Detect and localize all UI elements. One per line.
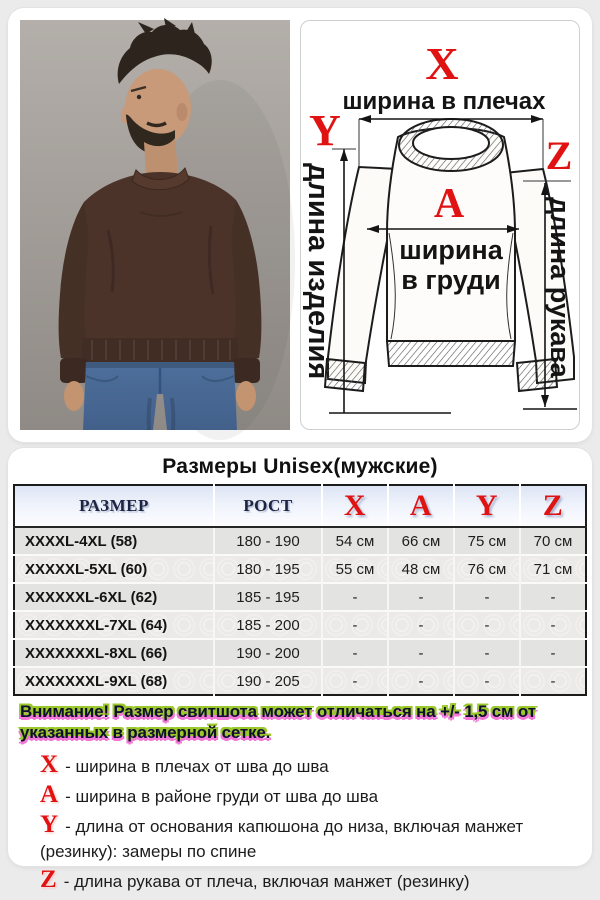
- diagram-a-label-line2: в груди: [401, 265, 501, 295]
- warning-line-2: указанных в размерной сетке.: [20, 723, 271, 742]
- diagram-a-letter: A: [433, 181, 465, 227]
- legend-letter-a: A: [40, 781, 59, 808]
- table-row: [14, 527, 586, 555]
- model-photo-illustration: [20, 20, 290, 430]
- table-row: [14, 555, 586, 583]
- legend-letter-z: Z: [40, 866, 57, 893]
- diagram-x-letter: X: [425, 38, 459, 89]
- cell-size: XXXXL-4XL (58): [14, 527, 214, 555]
- cell-z: -: [520, 667, 586, 695]
- cell-size: XXXXXXXL-9XL (68): [14, 667, 214, 695]
- legend-item-a: [40, 782, 580, 809]
- cell-height: 190 - 200: [214, 639, 322, 667]
- cell-x: -: [322, 667, 388, 695]
- cell-x: -: [322, 639, 388, 667]
- legend-text-x: - ширина в плечах от шва до шва: [65, 757, 329, 776]
- model-right-hand: [236, 381, 256, 411]
- table-row: [14, 611, 586, 639]
- model-left-hand: [64, 381, 84, 411]
- diagram-y-letter: Y: [309, 106, 341, 155]
- legend-item-y: [40, 812, 580, 864]
- table-row: [14, 639, 586, 667]
- col-header-y: Y: [454, 485, 520, 527]
- cell-x: 55 см: [322, 555, 388, 583]
- cell-z: -: [520, 611, 586, 639]
- size-warning: [20, 701, 584, 743]
- cell-height: 185 - 200: [214, 611, 322, 639]
- diagram-z-label: длина рукава: [545, 197, 575, 378]
- cell-a: 48 см: [388, 555, 454, 583]
- legend-item-x: [40, 752, 580, 779]
- cell-size: XXXXXXL-6XL (62): [14, 583, 214, 611]
- cell-size: XXXXXXXL-7XL (64): [14, 611, 214, 639]
- diagram-y-label: длина изделия: [302, 163, 334, 380]
- measurement-legend: [40, 752, 580, 894]
- cell-size: XXXXXL-5XL (60): [14, 555, 214, 583]
- brown-sweatshirt: [59, 168, 262, 383]
- cell-y: 75 см: [454, 527, 520, 555]
- cell-y: -: [454, 583, 520, 611]
- cell-z: 70 см: [520, 527, 586, 555]
- diagram-z-letter: Z: [545, 133, 573, 178]
- cell-z: -: [520, 583, 586, 611]
- cell-size: XXXXXXXL-8XL (66): [14, 639, 214, 667]
- legend-letter-x: X: [40, 751, 59, 778]
- diagram-x-label: ширина в плечах: [342, 88, 546, 115]
- col-header-size: РАЗМЕР: [14, 485, 214, 527]
- warning-line-1: Внимание! Размер свитшота может отличаться на +/- 1,5 см от: [20, 702, 536, 721]
- col-header-x: X: [322, 485, 388, 527]
- legend-text-y: - длина от основания капюшона до низа, включая манжет (резинку): замеры по спине: [40, 817, 524, 861]
- col-header-height: РОСТ: [214, 485, 322, 527]
- diagram-a-label-line1: ширина: [399, 235, 503, 265]
- cell-a: -: [388, 639, 454, 667]
- legend-letter-y: Y: [40, 811, 59, 838]
- cell-x: 54 см: [322, 527, 388, 555]
- size-table-header-row: [14, 485, 586, 527]
- cell-z: 71 см: [520, 555, 586, 583]
- cell-x: -: [322, 611, 388, 639]
- col-header-a: A: [388, 485, 454, 527]
- size-diagram-illustration: [301, 21, 579, 429]
- cell-a: -: [388, 611, 454, 639]
- cell-a: 66 см: [388, 527, 454, 555]
- cell-a: -: [388, 667, 454, 695]
- legend-text-a: - ширина в районе груди от шва до шва: [65, 787, 379, 806]
- table-row: [14, 667, 586, 695]
- table-row: [14, 583, 586, 611]
- cell-x: -: [322, 583, 388, 611]
- cell-y: -: [454, 667, 520, 695]
- cell-z: -: [520, 639, 586, 667]
- legend-item-z: [40, 867, 580, 894]
- cell-y: -: [454, 639, 520, 667]
- cell-height: 190 - 205: [214, 667, 322, 695]
- cell-y: -: [454, 611, 520, 639]
- product-photo[interactable]: [20, 20, 290, 430]
- col-header-z: Z: [520, 485, 586, 527]
- cell-y: 76 см: [454, 555, 520, 583]
- product-images-card: [8, 8, 592, 442]
- cell-height: 185 - 195: [214, 583, 322, 611]
- cell-a: -: [388, 583, 454, 611]
- size-diagram[interactable]: [300, 20, 580, 430]
- size-table: [13, 484, 587, 696]
- section-title: Размеры Unisex(мужские): [162, 455, 438, 478]
- cell-height: 180 - 195: [214, 555, 322, 583]
- size-chart-card: [8, 448, 592, 893]
- cell-height: 180 - 190: [214, 527, 322, 555]
- legend-text-z: - длина рукава от плеча, включая манжет (резинку): [63, 872, 470, 891]
